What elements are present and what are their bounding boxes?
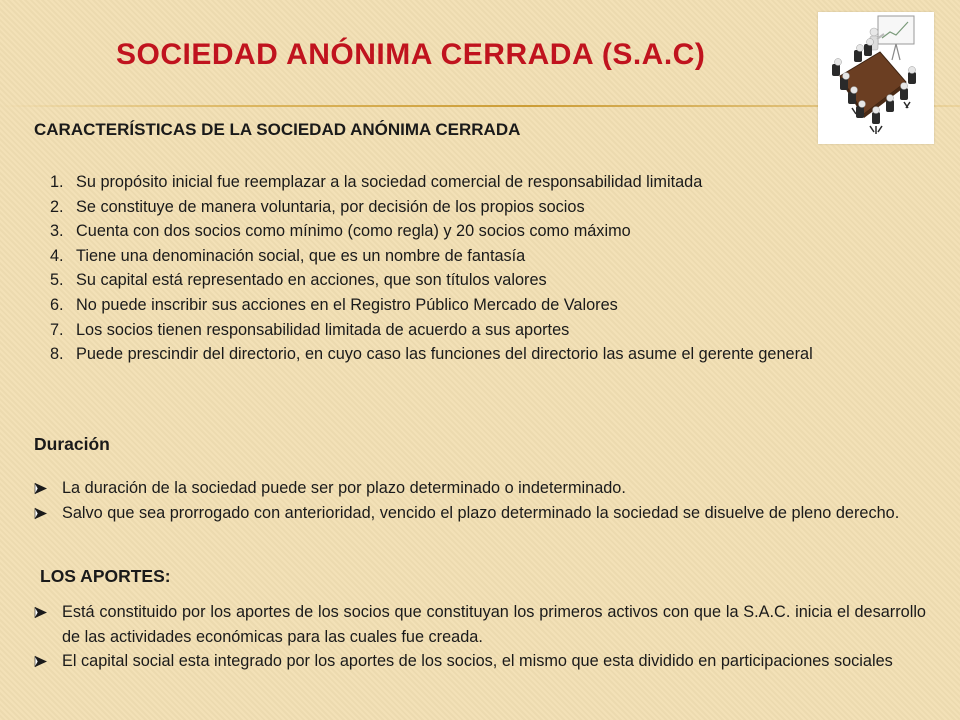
list-item [50,219,928,244]
list-number: 1. [50,173,64,191]
duracion-bullets [34,476,926,525]
aportes-heading: LOS APORTES: [40,566,171,586]
arrow-bullet-icon [34,606,48,619]
list-number: 2. [50,197,64,216]
bullet-text: El capital social esta integrado por los aportes de los socios, el mismo que esta dividido en participaciones sociales [62,652,893,670]
list-item-text: Cuenta con dos socios como mínimo (como regla) y 20 socios como máximo [76,222,631,241]
list-item [50,318,928,343]
arrow-bullet-icon [34,655,48,668]
bullet-item [34,501,926,526]
aportes-bullets [34,600,926,674]
list-item-text: Se constituye de manera voluntaria, por decisión de los propios socios [76,197,585,216]
bullet-text: Está constituido por los aportes de los socios que constituyan los primeros activos con que la S.A.C. inicia el desarrollo de las actividades económicas para las cuales fue creada. [62,603,926,646]
list-number: 8. [50,345,64,364]
list-number: 7. [50,320,64,339]
bullet-text: La duración de la sociedad puede ser por plazo determinado o indeterminado. [62,479,626,497]
bullet-text: Salvo que sea prorrogado con anterioridad, vencido el plazo determinado la sociedad se disuelve de pleno derecho. [62,503,900,522]
duracion-heading: Duración [34,434,110,454]
bullet-item [34,649,926,674]
section-heading: CARACTERÍSTICAS DE LA SOCIEDAD ANÓNIMA CERRADA [34,120,521,139]
slide-title: SOCIEDAD ANÓNIMA CERRADA (S.A.C) [116,38,706,71]
list-item-text: Su capital está representado en acciones, que son títulos valores [76,271,547,290]
list-number: 4. [50,246,64,265]
list-number: 6. [50,295,64,314]
bullet-item [34,476,926,501]
arrow-bullet-icon [34,507,48,520]
list-item-text: Los socios tienen responsabilidad limitada de acuerdo a sus aportes [76,320,570,339]
characteristics-list [50,170,928,367]
list-item [50,268,928,293]
list-item [50,342,928,367]
bullet-item [34,600,926,649]
list-number: 3. [50,222,64,241]
list-item [50,195,928,220]
arrow-bullet-icon [34,482,48,495]
list-item [50,293,928,318]
list-item [50,170,928,195]
list-item-text: Tiene una denominación social, que es un nombre de fantasía [76,246,526,265]
list-item-text: Puede prescindir del directorio, en cuyo caso las funciones del directorio las asume el gerente general [76,345,813,364]
list-item-text: Su propósito inicial fue reemplazar a la sociedad comercial de responsabilidad limitada [76,173,703,191]
boardroom-meeting-image [818,12,934,144]
list-item-text: No puede inscribir sus acciones en el Registro Público Mercado de Valores [76,295,618,314]
list-number: 5. [50,271,64,290]
list-item [50,244,928,269]
title-divider [0,105,960,107]
